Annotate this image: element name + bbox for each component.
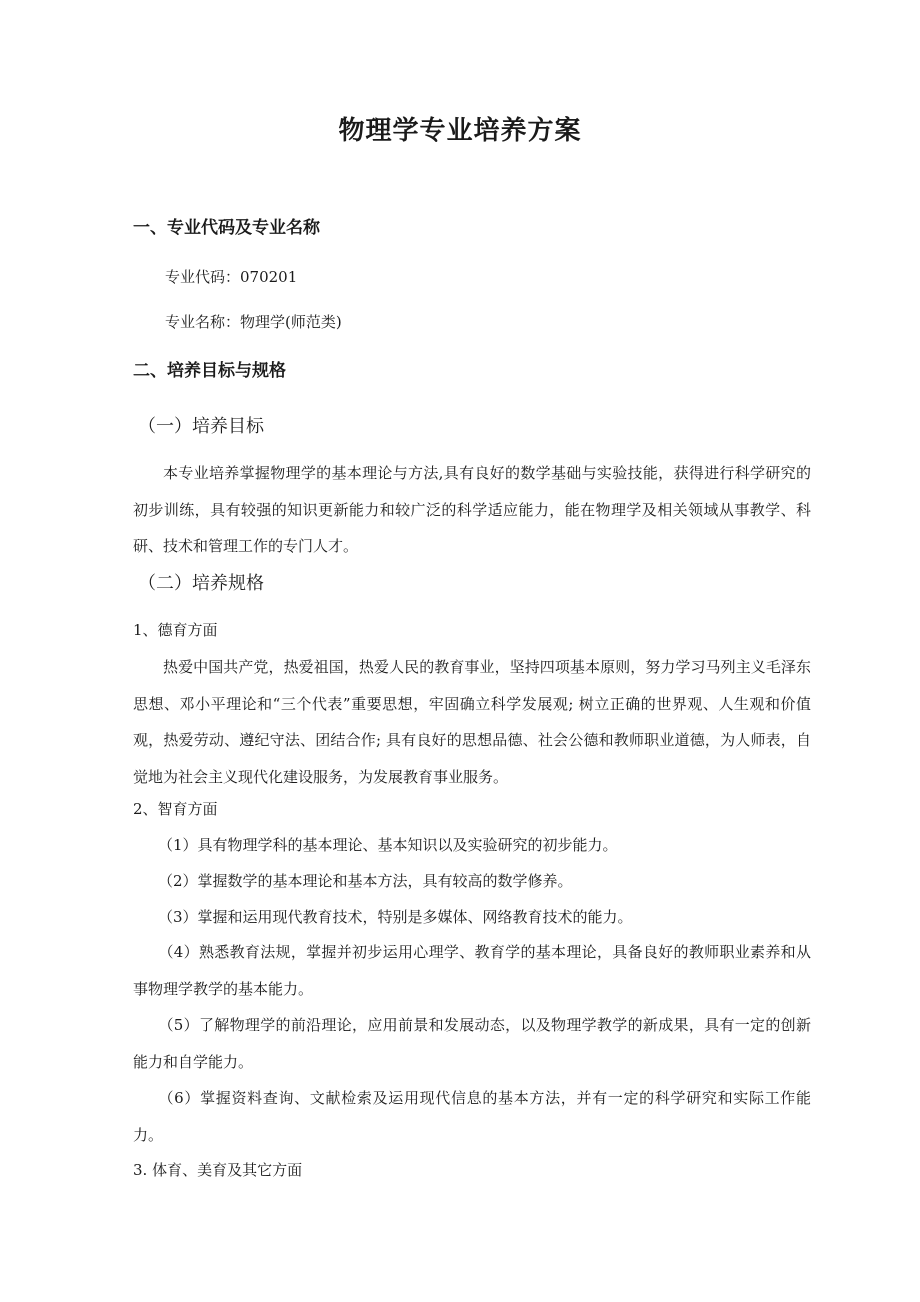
intellect-heading: 2、智育方面 — [133, 800, 218, 818]
moral-paragraph: 热爱中国共产党，热爱祖国，热爱人民的教育事业，坚持四项基本原则，努力学习马列主义毛泽东思想、邓小平理论和“三个代表”重要思想，牢固确立科学发展观; 树立正确的世界观、人生观和价值观，热爱劳动、遵纪守法、团结合作; 具有良好的思想品德、社会公德和教师职业道德，为人师表，自觉地为社会主义现代化建设服务，为发展教育事业服务。 — [133, 658, 811, 786]
moral-heading: 1、德育方面 — [133, 621, 218, 639]
section-heading-code-name: 一、专业代码及专业名称 — [133, 218, 320, 238]
subsection-heading-goal: （一）培养目标 — [138, 416, 264, 437]
intellect-item: （6）掌握资料查询、文献检索及运用现代信息的基本方法，并有一定的科学研究和实际工作能力。 — [133, 1089, 811, 1144]
subsection-heading-spec: （二）培养规格 — [138, 573, 264, 594]
other-heading: 3. 体育、美育及其它方面 — [133, 1161, 303, 1179]
major-name-line: 专业名称：物理学(师范类) — [165, 313, 342, 331]
page-title: 物理学专业培养方案 — [338, 116, 582, 146]
section-heading-goals: 二、培养目标与规格 — [133, 361, 286, 381]
intellect-item: （4）熟悉教育法规，掌握并初步运用心理学、教育学的基本理论，具备良好的教师职业素养和从事物理学教学的基本能力。 — [133, 943, 811, 998]
intellect-item: （3）掌握和运用现代教育技术，特别是多媒体、网络教育技术的能力。 — [158, 908, 633, 926]
intellect-item: （2）掌握数学的基本理论和基本方法，具有较高的数学修养。 — [158, 872, 573, 890]
major-code-line: 专业代码：070201 — [165, 268, 298, 286]
goal-paragraph: 本专业培养掌握物理学的基本理论与方法,具有良好的数学基础与实验技能，获得进行科学研究的初步训练，具有较强的知识更新能力和较广泛的科学适应能力，能在物理学及相关领域从事教学、科研、技术和管理工作的专门人才。 — [133, 464, 811, 555]
intellect-item: （1）具有物理学科的基本理论、基本知识以及实验研究的初步能力。 — [158, 836, 618, 854]
intellect-item: （5）了解物理学的前沿理论，应用前景和发展动态，以及物理学教学的新成果，具有一定的创新能力和自学能力。 — [133, 1016, 811, 1071]
